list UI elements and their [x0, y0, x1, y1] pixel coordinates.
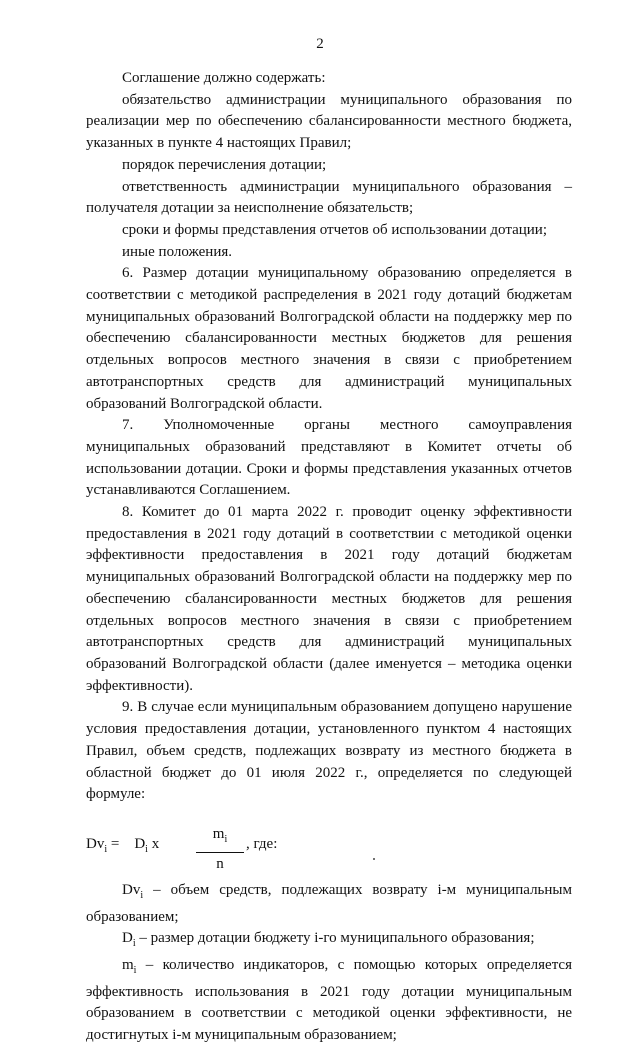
paragraph-transfer-order: порядок перечисления дотации;	[122, 156, 327, 173]
refund-formula	[86, 824, 572, 872]
definition-mi: $m_i$ – количество индикаторов, с помощью которых определяется эффективность использования в 2021 году дотации муниципальным образованием в соответствии с методикой оценки эффективности, не достигнутых i-м муниципальным образованием;	[86, 957, 572, 1044]
paragraph-6-subsidy-amount: 6. Размер дотации муниципальному образованию определяется в соответствии с методикой распределения в 2021 году дотаций бюджетам муниципальных образований Волгоградской области на поддержку мер по обеспечению сбалансированности местных бюджетов для решения отдельных вопросов местного значения в связи с приобретением автотранспортных средств для администраций муниципальных образований Волгоградской области.	[86, 265, 572, 412]
paragraph-agreement-intro: Соглашение должно содержать:	[122, 70, 326, 86]
definition-dvi: $Dv_i$ – объем средств, подлежащих возврату i-м муниципальным образованием;	[86, 881, 572, 925]
formula-denominator: n	[216, 855, 224, 872]
page-number: 2	[316, 36, 324, 52]
formula-numerator: $m_i$	[196, 824, 244, 853]
formula-fraction	[196, 824, 244, 875]
paragraph-other-provisions: иные положения.	[122, 243, 233, 260]
definition-di: $D_i$ – размер дотации бюджету i-го муниципального образования;	[122, 930, 535, 950]
formula-where: , где:	[246, 835, 278, 852]
scan-speck	[373, 858, 375, 860]
paragraph-9-refund: 9. В случае если муниципальным образованием допущено нарушение условия предоставления дотации, установленного пунктом 4 настоящих Правил, объем средств, подлежащих возврату из местного бюджета в областной бюджет до 01 июля 2022 г., определяется по следующей формуле:	[86, 699, 572, 803]
paragraph-responsibility: ответственность администрации муниципального образования – получателя дотации за неисполнение обязательств;	[86, 178, 572, 217]
formula-left: $Dv_i$ = $D_i$ x	[86, 835, 163, 855]
document-body	[86, 68, 572, 1047]
paragraph-7-reports: 7. Уполномоченные органы местного самоуправления муниципальных образований представляют в Комитет отчеты об использовании дотации. Сроки и формы представления указанных отчетов устанавливаются Соглашением.	[86, 417, 572, 499]
paragraph-obligation: обязательство администрации муниципального образования по реализации мер по обеспечению сбалансированности местного бюджета, указанных в пункте 4 настоящих Правил;	[86, 91, 572, 152]
paragraph-8-evaluation: 8. Комитет до 01 марта 2022 г. проводит оценку эффективности предоставления в 2021 году дотаций в соответствии с методикой оценки эффективности предоставления в 2021 году дотаций бюджетам муниципальных образований Волгоградской области на поддержку мер по обеспечению сбалансированности местных бюджетов для решения отдельных вопросов местного значения в связи с приобретением автотранспортных средств для администраций муниципальных образований Волгоградской области (далее именуется – методика оценки эффективности).	[86, 504, 572, 694]
paragraph-reporting-terms: сроки и формы представления отчетов об использовании дотации;	[122, 221, 547, 238]
